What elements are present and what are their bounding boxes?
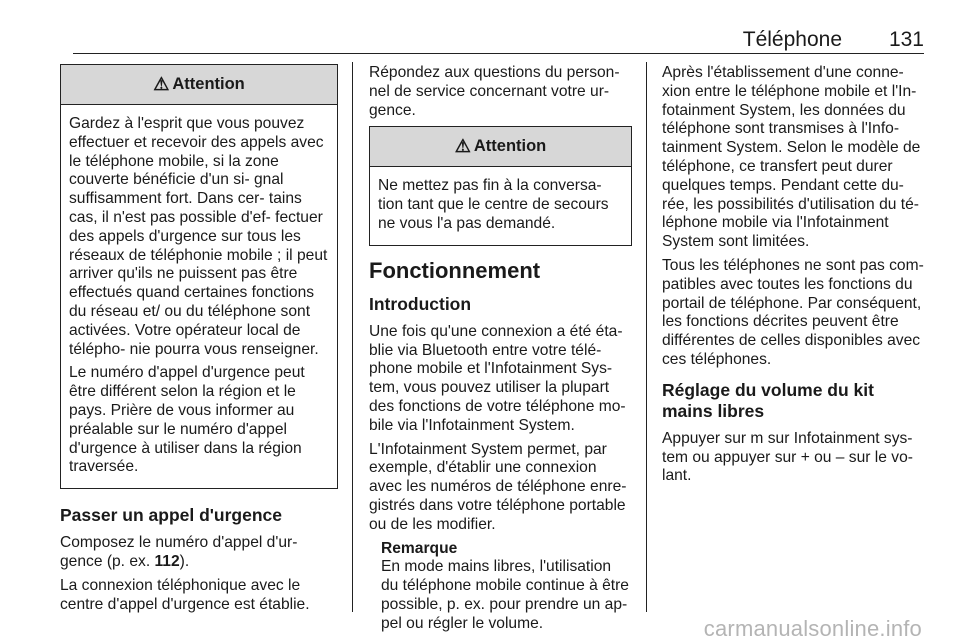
attention-text-2: Le numéro d'appel d'urgence peut être différent selon la région et le pays. Prière de vous informer au préalable sur le numéro d'appel d'urgence à utiliser dans la région traversée. [69,364,305,476]
volume-text-b: sur Infotainment sys- tem ou appuyer sur [662,429,913,466]
attention-box-2-header [370,127,631,167]
note-heading: Remarque [381,539,458,557]
warning-triangle-icon: ⚠ [153,74,170,94]
intro-paragraph-2: L'Infotainment System permet, par exemple, d'établir une connexion avec les numéros de téléphone enre- gistrés dans votre téléphone portable ou de les modifier. [369,440,627,533]
volume-text-a: Appuyer sur [662,429,751,447]
page-number: 131 [888,28,924,51]
attention-box [60,64,338,489]
column-1 [60,64,338,619]
column-2 [369,64,632,639]
emergency-number: 112 [154,552,180,570]
page-header [73,28,924,52]
attention-heading: Attention [172,75,245,93]
compatibility-paragraph: Tous les téléphones ne sont pas com- patibles avec toutes les fonctions du portail de téléphone. Par conséquent, les fonctions décrites peuvent être différentes de celles disponibles avec ces téléphones. [662,256,924,368]
emergency-text-after: ). [179,552,190,570]
attention-box-body [61,105,337,488]
power-knob-icon: m [750,429,764,447]
volume-paragraph [662,430,926,486]
watermark: carmanualsonline.info [703,616,922,641]
attention-text-1: Gardez à l'esprit que vous pouvez effectuer et recevoir des appels avec le téléphone mobile, si la zone couverte bénéficie d'un si- gnal suffisamment fort. Dans cer- tains cas, il n'est pas possible d'ef- fectuer des appels d'urgence sur tous les réseaux de téléphonie mobile ; il peut arriver qu'ils ne puissent pas être effectués quand certaines fonctions du réseau et/ ou du téléphone sont activées. Votre opérateur local de télépho- nie pourra vous renseigner. [69,115,328,358]
attention-box-2 [369,126,632,245]
header-divider [73,53,924,54]
emergency-paragraph-1 [60,534,338,572]
page-title: Téléphone [742,28,842,51]
plus-icon: + [800,448,810,466]
attention-text-3: Ne mettez pas fin à la conversa- tion tant que le centre de secours ne vous l'a pas demandé. [378,177,609,232]
answer-questions-paragraph: Répondez aux questions du person- nel de service concernant votre ur- gence. [369,64,620,119]
note-block [369,540,632,634]
attention-box-2-body [370,167,631,244]
column-3 [662,64,926,491]
column-divider-1 [352,62,353,612]
note-text: En mode mains libres, l'utilisation du téléphone mobile continue à être possible, p. ex. pour prendre un ap- pel ou régler le volume. [381,558,629,632]
emergency-text-before: Composez le numéro d'appel d'ur- gence (p. ex. [60,534,298,570]
section-heading: Fonctionnement [369,257,541,283]
volume-text-c: ou – sur le vo- lant. [662,448,913,485]
emergency-call-heading: Passer un appel d'urgence [60,505,283,526]
intro-heading: Introduction [369,293,472,314]
attention-heading-2: Attention [473,137,547,156]
intro-paragraph-1: Une fois qu'une connexion a été éta- blie via Bluetooth entre votre télé- phone mobile et l'Infotainment Sys- tem, vous pouvez utiliser la plupart des fonctions de votre téléphone mo- bile via l'Infotainment System. [369,322,626,434]
column-divider-2 [646,62,647,612]
emergency-paragraph-2: La connexion téléphonique avec le centre d'appel d'urgence est établie. [60,576,310,613]
attention-box-header [61,65,337,105]
warning-triangle-icon: ⚠ [454,136,471,157]
volume-heading: Réglage du volume du kit mains libres [662,379,874,421]
connection-paragraph: Après l'établissement d'une conne- xion entre le téléphone mobile et l'In- fotainment System, les données du téléphone sont transmises à l'Info- tainment System. Selon le modèle de téléphone, ce transfert peut durer quelques temps. Pendant cette du- rée, les possibilités d'utilisation du té- léphone mobile via l'Infotainment System sont limitées. [662,64,921,251]
